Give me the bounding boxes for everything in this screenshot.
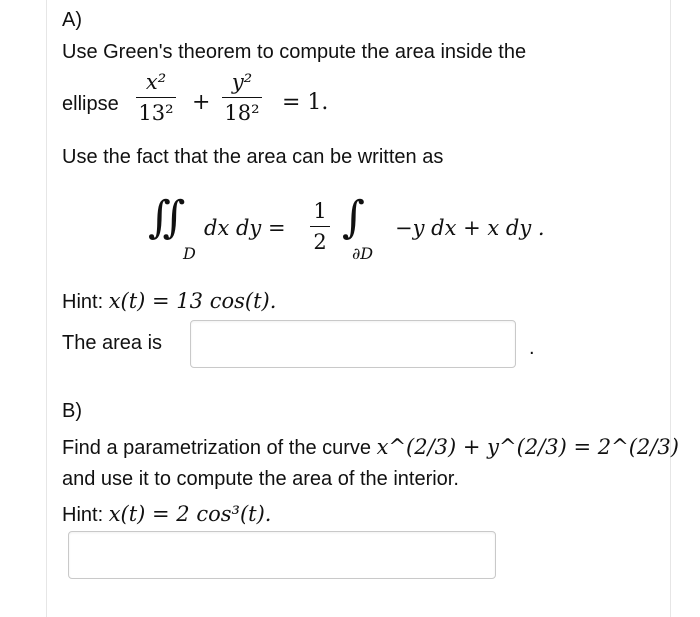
one-half-denominator: 2	[313, 230, 327, 254]
right-integrand: −y dx + x dy .	[395, 216, 545, 240]
ellipse-fraction-y	[222, 70, 262, 125]
part-b-answer-input[interactable]	[68, 531, 496, 579]
hint-a-math: x(t) = 13 cos(t).	[108, 289, 277, 313]
region-d-subscript: D	[183, 244, 196, 263]
part-b-line2: and use it to compute the area of the interior.	[62, 468, 459, 490]
ellipse-rhs: = 1.	[282, 90, 329, 115]
left-integrand: dx dy =	[204, 216, 286, 240]
boundary-subscript: ∂D	[352, 244, 374, 263]
area-answer-period: .	[529, 337, 535, 359]
astroid-equation: x^(2/3) + y^(2/3) = 2^(2/3)	[376, 435, 679, 459]
area-answer-input[interactable]	[190, 320, 516, 368]
one-half-numerator: 1	[313, 199, 327, 223]
double-integral-icon: ∬	[148, 192, 186, 243]
fraction-x-denominator: 13²	[138, 101, 174, 125]
part-a-intro: Use Green's theorem to compute the area inside the	[62, 41, 527, 63]
hint-a	[62, 289, 276, 314]
ellipse-plus: +	[192, 90, 211, 115]
fraction-x-numerator: x²	[145, 70, 167, 94]
part-b-label: B)	[62, 400, 82, 422]
hint-a-label: Hint:	[62, 291, 104, 313]
fraction-y-numerator: y²	[231, 70, 253, 94]
line-integral-icon: ∫	[342, 192, 365, 243]
ellipse-word: ellipse	[62, 93, 119, 115]
part-a-label: A)	[62, 9, 82, 31]
fraction-y-denominator: 18²	[224, 101, 260, 125]
area-formula-intro: Use the fact that the area can be written as	[62, 146, 444, 168]
hint-b-label: Hint:	[62, 504, 104, 526]
part-b-line1-text: Find a parametrization of the curve	[62, 437, 372, 459]
hint-b	[62, 502, 271, 527]
one-half-fraction	[310, 199, 330, 254]
part-b-line1	[62, 435, 679, 460]
hint-b-math: x(t) = 2 cos³(t).	[108, 502, 272, 526]
area-label: The area is	[62, 332, 163, 354]
ellipse-fraction-x	[136, 70, 176, 125]
